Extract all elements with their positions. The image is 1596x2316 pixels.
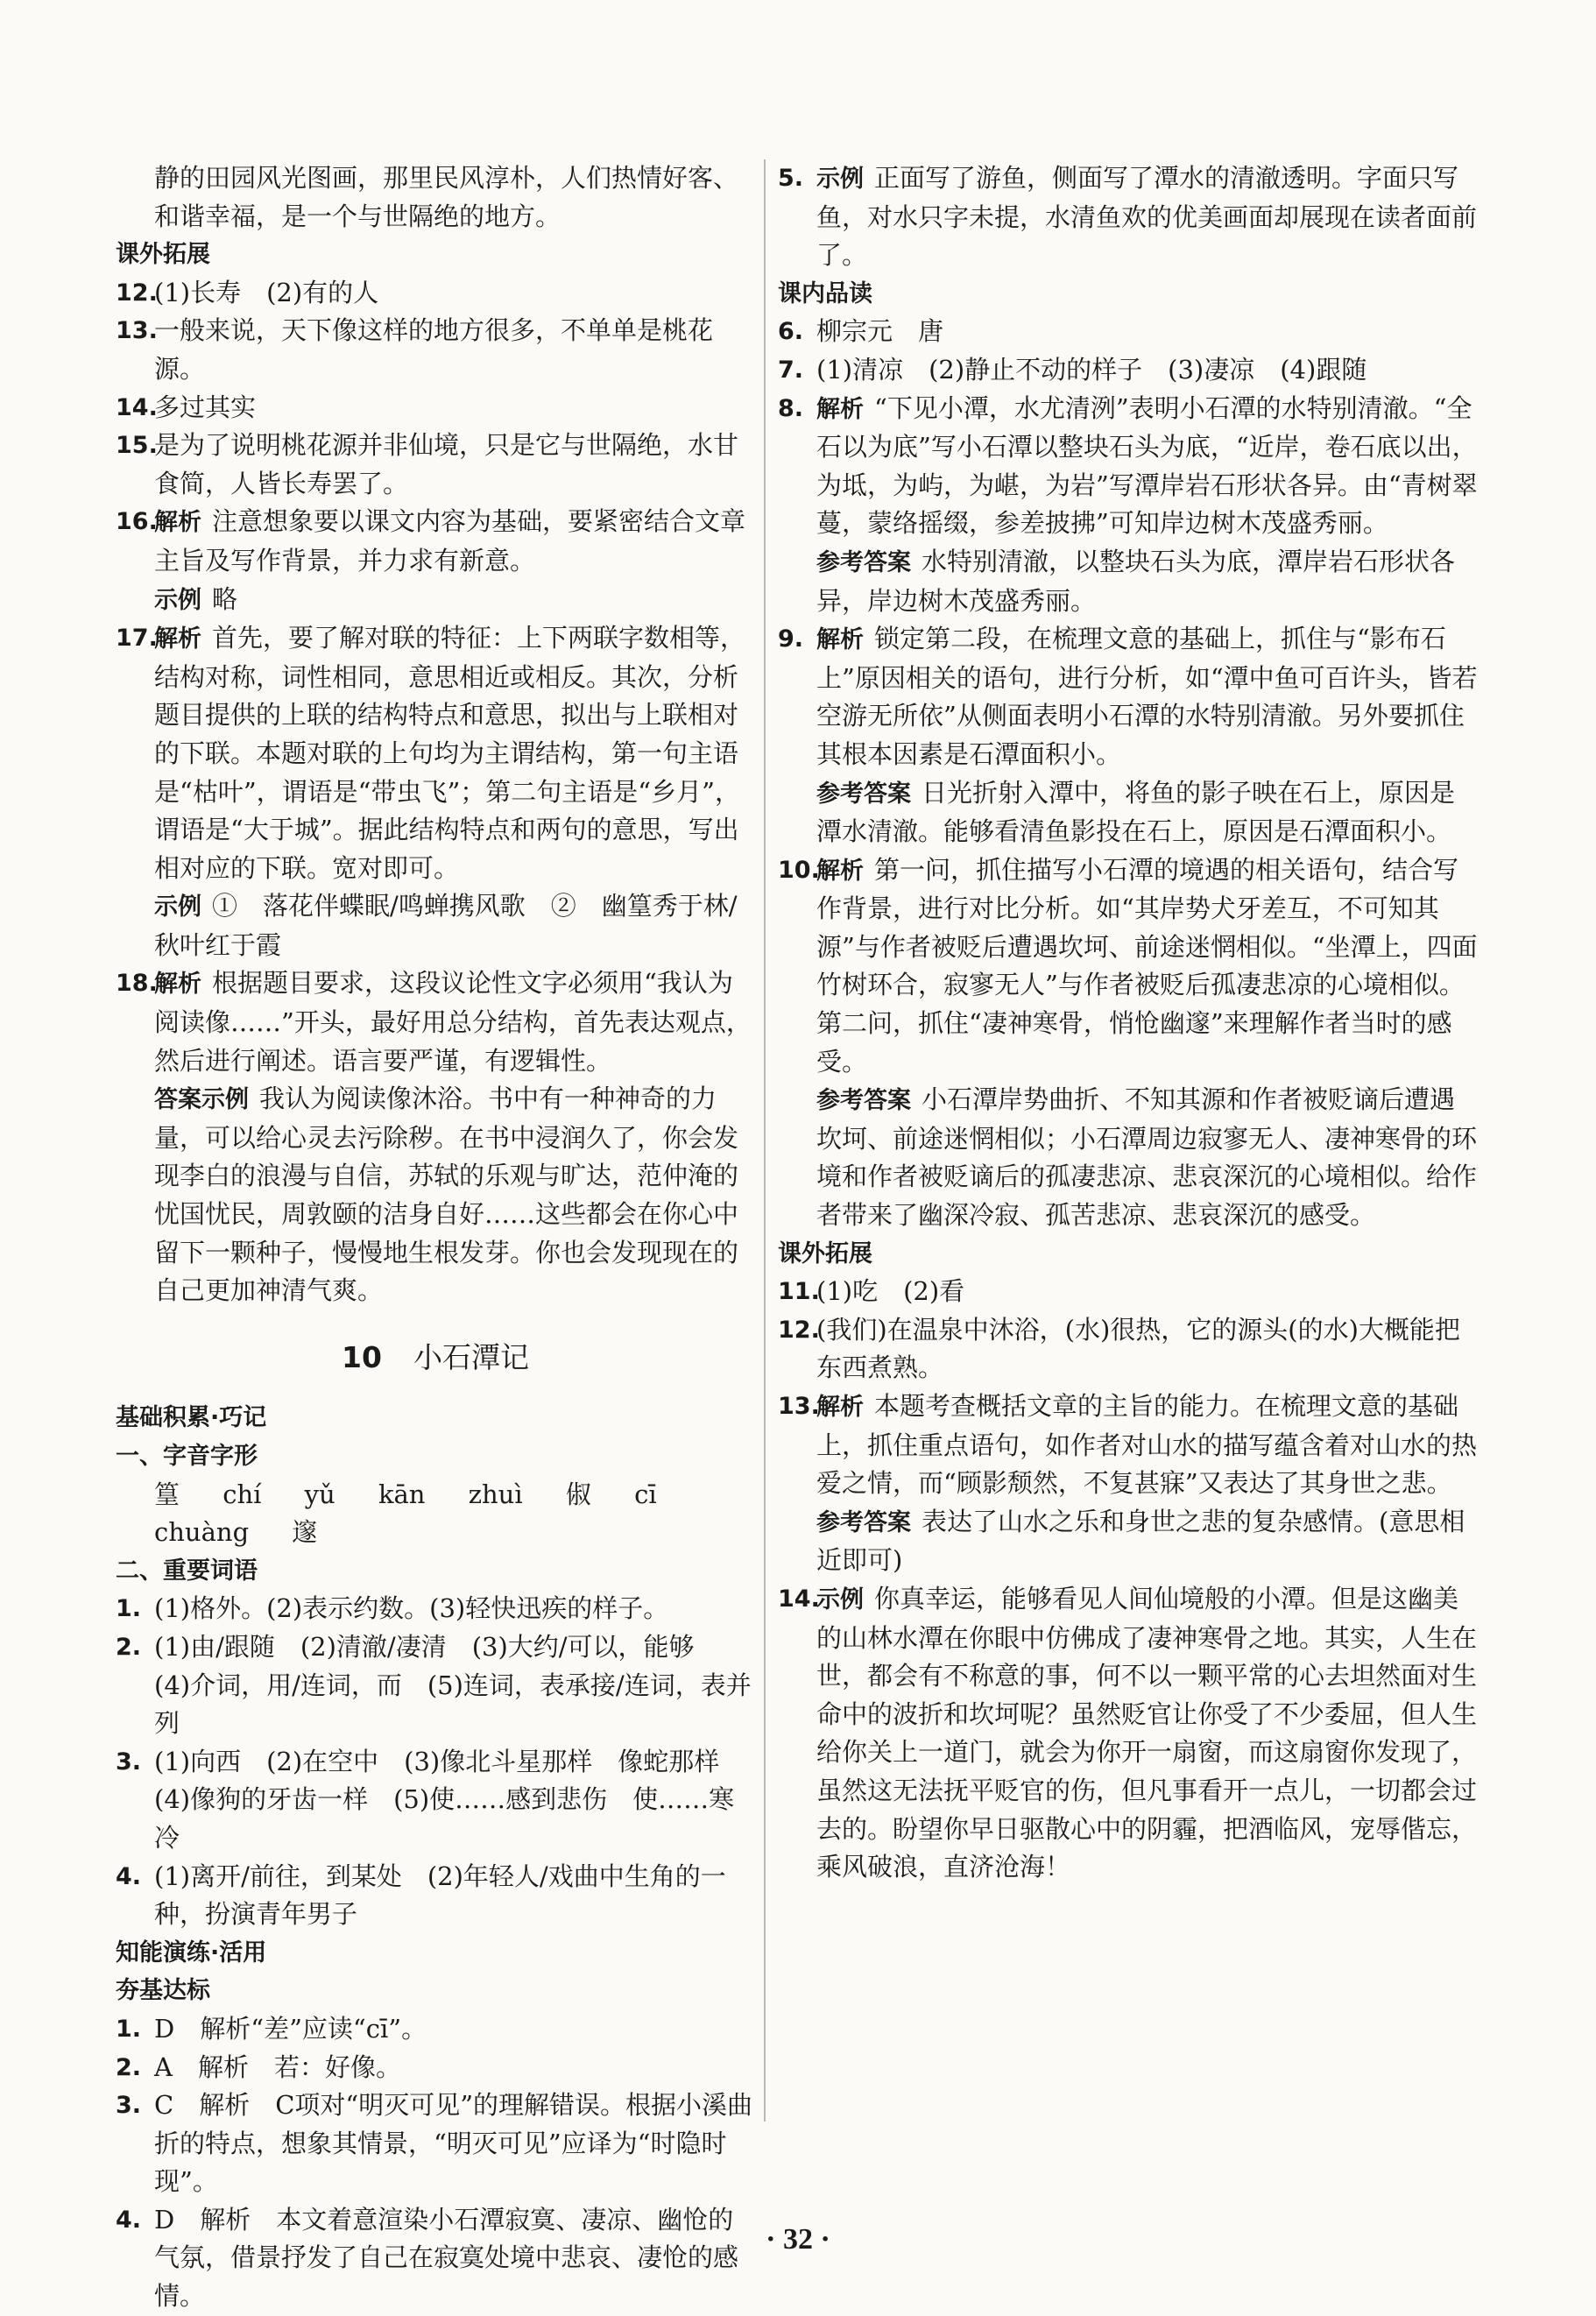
pron-item: zhuì bbox=[468, 1479, 523, 1509]
answer-item-17 bbox=[116, 619, 755, 887]
answer-text: 你真幸运，能够看见人间仙境般的小潭。但是这幽美的山林水潭在你眼中仿佛成了凄神寒骨之地。其实，人生在世，都会有不称意的事，何不以一颗平常的心去坦然面对生命中的波折和坎坷呢？虽然贬官让你受了不少委屈，但人生给你关上一道门，就会为你开一扇窗，而这扇窗你发现了，虽然这无法抚平贬官的伤，但凡事看开一点儿，一切都会过去的。盼望你早日驱散心中的阴霾，把酒临风，宠辱偕忘，乘风破浪，直济沧海！ bbox=[816, 1583, 1478, 1882]
reference-answer bbox=[778, 543, 1479, 620]
answer-item-8 bbox=[778, 390, 1479, 543]
section-heading-basics: 基础积累·巧记 bbox=[116, 1404, 267, 1432]
analysis-label: 解析 bbox=[154, 971, 201, 999]
item-number: 4. bbox=[116, 2206, 142, 2234]
analysis-label: 解析 bbox=[816, 857, 864, 885]
answer-item-18 bbox=[116, 964, 755, 1080]
item-number: 6. bbox=[778, 318, 804, 346]
answer-item-16 bbox=[116, 503, 755, 580]
answer-item-5 bbox=[778, 159, 1479, 275]
answer-text: ① 落花伴蝶眠/鸣蝉携风歌 ② 幽篁秀于林/秋叶红于霞 bbox=[154, 891, 738, 960]
answer-text: 注意想象要以课文内容为基础，要紧密结合文章主旨及写作背景，并力求有新意。 bbox=[154, 506, 746, 575]
reference-answer bbox=[778, 1081, 1479, 1234]
answer-text: 多过其实 bbox=[154, 392, 257, 422]
answer-text: (1)离开/前往，到某处 (2)年轻人/戏曲中生角的一种，扮演青年男子 bbox=[154, 1861, 726, 1930]
section-heading-extension: 课外拓展 bbox=[116, 241, 210, 269]
section-heading-in-class: 课内品读 bbox=[778, 279, 872, 307]
item-number: 11. bbox=[778, 1278, 820, 1306]
reference-answer-label: 参考答案 bbox=[816, 1087, 911, 1115]
example-label: 示例 bbox=[154, 893, 201, 921]
answer-text: 柳宗元 唐 bbox=[816, 316, 944, 347]
answer-item-14 bbox=[778, 1580, 1479, 1887]
item-number: 3. bbox=[116, 1748, 142, 1776]
answer-item-9 bbox=[778, 620, 1479, 773]
answer-item-12 bbox=[116, 274, 755, 313]
vocab-item-4 bbox=[116, 1858, 755, 1934]
pron-item: 俶 bbox=[565, 1479, 591, 1509]
item-number: 16. bbox=[116, 508, 158, 536]
item-number: 12. bbox=[778, 1316, 820, 1344]
answer-text: 略 bbox=[212, 583, 238, 614]
practice-item-1 bbox=[116, 2010, 755, 2049]
pron-item: yǔ bbox=[304, 1479, 335, 1509]
item-number: 7. bbox=[778, 356, 804, 384]
answer-text: (1)向西 (2)在空中 (3)像北斗星那样 像蛇那样 (4)像狗的牙齿一样 (5)使……感到悲伤 使……寒冷 bbox=[154, 1746, 745, 1853]
answer-text: “下见小潭，水尤清洌”表明小石潭的水特别清澈。“全石以为底”写小石潭以整块石头为底，“近岸，卷石底以出，为坻，为屿，为嵁，为岩”写潭岸岩石形状各异。由“青树翠蔓，蒙络摇缀，参差披拂”可知岸边树木茂盛秀丽。 bbox=[816, 392, 1478, 539]
answer-text: (1)由/跟随 (2)清澈/凄清 (3)大约/可以，能够 (4)介词，用/连词，而 (5)连词，表承接/连词，表并列 bbox=[154, 1631, 752, 1739]
item-number: 4. bbox=[116, 1862, 142, 1890]
item-number: 14. bbox=[116, 393, 158, 421]
example-line bbox=[116, 581, 755, 620]
answer-item-12 bbox=[778, 1311, 1479, 1387]
lesson-title bbox=[116, 1338, 755, 1377]
left-column bbox=[116, 159, 755, 2316]
answer-text: A 解析 若：好像。 bbox=[154, 2051, 401, 2082]
pron-item: cī bbox=[634, 1479, 657, 1509]
column-divider bbox=[764, 159, 766, 2122]
answer-text: 水特别清澈，以整块石头为底，潭岸岩石形状各异，岸边树木茂盛秀丽。 bbox=[816, 546, 1456, 616]
answer-text: (1)格外。(2)表示约数。(3)轻快迅疾的样子。 bbox=[154, 1593, 669, 1624]
example-label: 示例 bbox=[154, 586, 201, 614]
answer-item-13 bbox=[778, 1387, 1479, 1503]
item-number: 13. bbox=[116, 317, 158, 345]
answer-item-6 bbox=[778, 313, 1479, 351]
page-number: · 32 · bbox=[766, 2223, 830, 2256]
answer-text: D 解析“差”应读“cī”。 bbox=[154, 2013, 427, 2044]
lesson-name: 小石潭记 bbox=[413, 1339, 529, 1374]
item-number: 10. bbox=[778, 856, 820, 884]
answer-text: (1)清凉 (2)静止不动的样子 (3)凄凉 (4)跟随 bbox=[816, 354, 1367, 385]
answer-item-14 bbox=[116, 389, 755, 427]
answer-text: 根据题目要求，这段议论性文字必须用“我认为阅读像……”开头，最好用总分结构，首先表达观点，然后进行阐述。语言要严谨，有逻辑性。 bbox=[154, 968, 752, 1076]
subsection-pronunciation: 一、字音字形 bbox=[116, 1443, 258, 1470]
answer-item-13 bbox=[116, 312, 755, 388]
answer-item-10 bbox=[778, 851, 1479, 1082]
item-number: 3. bbox=[116, 2092, 142, 2120]
pronunciation-row bbox=[116, 1476, 755, 1552]
item-number: 8. bbox=[778, 394, 804, 422]
analysis-label: 解析 bbox=[816, 1394, 864, 1421]
answer-item-15 bbox=[116, 427, 755, 503]
pron-item: 邃 bbox=[292, 1517, 318, 1548]
answer-text: 一般来说，天下像这样的地方很多，不单单是桃花源。 bbox=[154, 315, 714, 384]
reference-answer-label: 参考答案 bbox=[816, 548, 911, 576]
reference-answer-label: 参考答案 bbox=[816, 1508, 911, 1536]
reference-answer bbox=[778, 1503, 1479, 1580]
section-heading-practice: 知能演练·活用 bbox=[116, 1938, 267, 1966]
item-number: 1. bbox=[116, 2015, 142, 2043]
answer-example-label: 答案示例 bbox=[154, 1086, 249, 1114]
example-label: 示例 bbox=[816, 1585, 864, 1613]
answer-text: 正面写了游鱼，侧面写了潭水的清澈透明。字面只写鱼，对水只字未提，水清鱼欢的优美画面却展现在读者面前了。 bbox=[816, 163, 1478, 271]
answer-text: 锁定第二段，在梳理文意的基础上，抓住与“影布石上”原因相关的语句，进行分析，如“潭中鱼可百许头，皆若空游无所依”从侧面表明小石潭的水特别清澈。另外要抓住其根本因素是石潭面积小。 bbox=[816, 624, 1478, 769]
answer-item-11 bbox=[778, 1273, 1479, 1311]
subsection-vocabulary: 二、重要词语 bbox=[116, 1557, 258, 1585]
answer-text: 小石潭岸势曲折、不知其源和作者被贬谪后遭遇坎坷、前途迷惘相似；小石潭周边寂寥无人、凄神寒骨的环境和作者被贬谪后的孤凄悲凉、悲哀深沉的心境相似。给作者带来了幽深冷寂、孤苦悲凉、悲哀深沉的感受。 bbox=[816, 1084, 1478, 1231]
right-column bbox=[778, 159, 1479, 1887]
pron-item: chuàng bbox=[154, 1517, 250, 1548]
reference-answer bbox=[778, 774, 1479, 851]
subsection-foundation: 夯基达标 bbox=[116, 1977, 210, 2005]
item-number: 17. bbox=[116, 625, 158, 653]
example-label: 示例 bbox=[816, 166, 864, 193]
item-number: 15. bbox=[116, 432, 158, 460]
vocab-item-1 bbox=[116, 1590, 755, 1628]
vocab-item-3 bbox=[116, 1743, 755, 1858]
item-number: 14. bbox=[778, 1585, 820, 1613]
item-number: 1. bbox=[116, 1595, 142, 1623]
section-heading-extension: 课外拓展 bbox=[778, 1239, 872, 1267]
item-number: 18. bbox=[116, 970, 158, 998]
answer-text: (我们)在温泉中沐浴，(水)很热，它的源头(的水)大概能把东西煮熟。 bbox=[816, 1314, 1460, 1383]
pron-item: 篁 bbox=[154, 1479, 180, 1509]
practice-item-3 bbox=[116, 2087, 755, 2201]
analysis-label: 解析 bbox=[154, 625, 201, 653]
item-number: 13. bbox=[778, 1393, 820, 1420]
reference-answer-label: 参考答案 bbox=[816, 780, 911, 808]
item-number: 2. bbox=[116, 1633, 142, 1661]
answer-example bbox=[116, 1080, 755, 1310]
pron-item: chí bbox=[222, 1479, 262, 1509]
answer-item-7 bbox=[778, 351, 1479, 390]
answer-text: (1)长寿 (2)有的人 bbox=[154, 277, 379, 307]
answer-text: 首先，要了解对联的特征：上下两联字数相等，结构对称，词性相同，意思相近或相反。其次，分析题目提供的上联的结构特点和意思，拟出与上联相对的下联。本题对联的上句均为主谓结构，第一句主语是“枯叶”，谓语是“带虫飞”；第二句主语是“乡月”，谓语是“大于城”。据此结构特点和两句的意思，写出相对应的下联。宽对即可。 bbox=[154, 623, 746, 883]
item-number: 5. bbox=[778, 165, 804, 192]
analysis-label: 解析 bbox=[816, 395, 864, 423]
answer-text: D 解析 本文着意渲染小石潭寂寞、凄凉、幽怆的气氛，借景抒发了自己在寂寞处境中悲哀、凄怆的感情。 bbox=[154, 2204, 739, 2312]
answer-text: 第一问，抓住描写小石潭的境遇的相关语句，结合写作背景，进行对比分析。如“其岸势犬牙差互，不可知其源”与作者被贬后遭遇坎坷、前途迷惘相似。“坐潭上，四面竹树环合，寂寥无人”与作者被贬后孤凄悲凉的心境相似。第二问，抓住“凄神寒骨，悄怆幽邃”来理解作者当时的感受。 bbox=[816, 854, 1478, 1077]
answer-text: 是为了说明桃花源并非仙境，只是它与世隔绝，水甘食简，人皆长寿罢了。 bbox=[154, 430, 739, 498]
page-number-value: 32 bbox=[783, 2223, 813, 2256]
item-number: 12. bbox=[116, 279, 158, 307]
answer-text: (1)吃 (2)看 bbox=[816, 1276, 965, 1307]
vocab-item-2 bbox=[116, 1628, 755, 1743]
pron-item: kān bbox=[378, 1479, 426, 1509]
answer-text: 日光折射入潭中，将鱼的影子映在石上，原因是潭水清澈。能够看清鱼影投在石上，原因是石潭面积小。 bbox=[816, 777, 1456, 847]
analysis-label: 解析 bbox=[816, 626, 864, 654]
example-line bbox=[116, 887, 755, 964]
answer-text: 我认为阅读像沐浴。书中有一种神奇的力量，可以给心灵去污除秽。在书中浸润久了，你会发现李白的浪漫与自信，苏轼的乐观与旷达，范仲淹的忧国忧民，周敦颐的洁身自好……这些都会在你心中留下一颗种子，慢慢地生根发芽。你也会发现现在的自己更加神清气爽。 bbox=[154, 1084, 739, 1306]
lesson-number: 10 bbox=[342, 1339, 382, 1374]
answer-paragraph: 静的田园风光图画，那里民风淳朴，人们热情好客、和谐幸福，是一个与世隔绝的地方。 bbox=[154, 163, 739, 231]
analysis-label: 解析 bbox=[154, 509, 201, 537]
practice-item-2 bbox=[116, 2049, 755, 2087]
answer-text: C 解析 C项对“明灭可见”的理解错误。根据小溪曲折的特点，想象其情景，“明灭可见”应译为“时隐时现”。 bbox=[154, 2090, 753, 2197]
answer-text: 表达了山水之乐和身世之悲的复杂感情。(意思相近即可) bbox=[816, 1506, 1465, 1576]
answer-text: 本题考查概括文章的主旨的能力。在梳理文意的基础上，抓住重点语句，如作者对山水的描写蕴含着对山水的热爱之情，而“顾影颓然，不复甚寐”又表达了其身世之悲。 bbox=[816, 1391, 1478, 1499]
item-number: 9. bbox=[778, 625, 804, 653]
item-number: 2. bbox=[116, 2053, 142, 2081]
